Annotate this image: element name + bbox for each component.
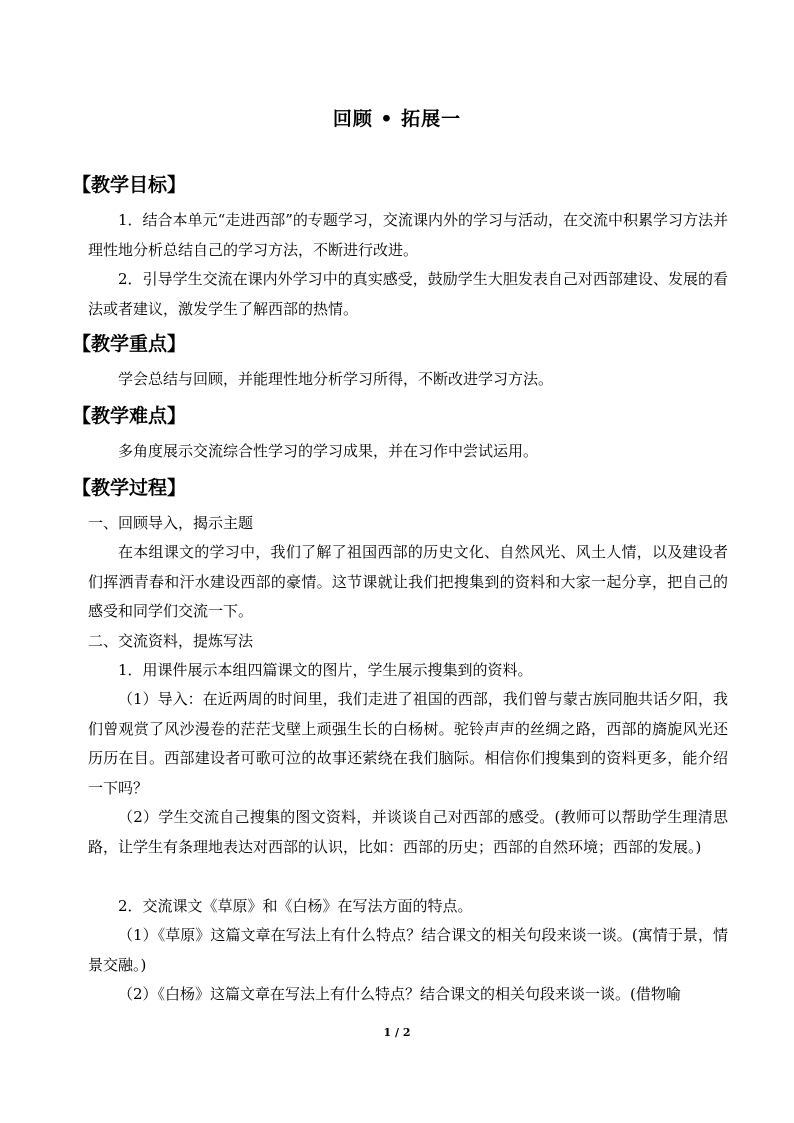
process-step1-a: （1）导入：在近两周的时间里，我们走进了祖国的西部，我们曾与蒙古族同胞共话夕阳，我们曾观赏了风沙漫卷的茫茫戈壁上顽强生长的白杨树。驼铃声声的丝绸之路，西部的旖旎风光还历历在目。西部建设者可歌可泣的故事还萦绕在我们脑际。相信你们搜集到的资料更多，能介绍一下吗？ — [88, 690, 728, 797]
goal-item-2: 2．引导学生交流在课内外学习中的真实感受，鼓励学生大胆发表自己对西部建设、发展的看法或者建议，激发学生了解西部的热情。 — [88, 270, 728, 318]
heading-teaching-process: 【教学过程】 — [72, 477, 187, 499]
goal-item-1: 1．结合本单元“走进西部”的专题学习，交流课内外的学习与活动，在交流中积累学习方法并理性地分析总结自己的学习方法，不断进行改进。 — [88, 211, 728, 259]
page-number: 1 / 2 — [383, 1026, 411, 1039]
difficulties-text: 多角度展示交流综合性学习的学习成果，并在习作中尝试运用。 — [118, 442, 539, 460]
heading-teaching-goals: 【教学目标】 — [72, 174, 187, 196]
document-title: 回顾 • 拓展一 — [332, 108, 462, 130]
heading-difficulties: 【教学难点】 — [72, 405, 187, 427]
process-step2: 2．交流课文《草原》和《白杨》在写法方面的特点。 — [118, 897, 473, 915]
process-part1-title: 一、回顾导入，揭示主题 — [88, 514, 254, 532]
process-step1: 1．用课件展示本组四篇课文的图片，学生展示搜集到的资料。 — [118, 661, 533, 679]
process-step2-b: （2）《白杨》这篇文章在写法上有什么特点？结合课文的相关句段来谈一谈。(借物喻 — [118, 985, 681, 1003]
process-part1-text: 在本组课文的学习中，我们了解了祖国西部的历史文化、自然风光、风土人情，以及建设者们挥洒青春和汗水建设西部的豪情。这节课就让我们把搜集到的资料和大家一起分享，把自己的感受和同学们交流一下。 — [88, 543, 728, 620]
process-part2-title: 二、交流资料，提炼写法 — [88, 632, 254, 650]
heading-key-points: 【教学重点】 — [72, 333, 187, 355]
process-step1-b: （2）学生交流自己搜集的图文资料，并谈谈自己对西部的感受。(教师可以帮助学生理清思路，让学生有条理地表达对西部的认识，比如：西部的历史；西部的自然环境；西部的发展。) — [88, 808, 728, 856]
process-step2-a: （1）《草原》这篇文章在写法上有什么特点？结合课文的相关句段来谈一谈。(寓情于景，情景交融。) — [88, 926, 728, 974]
key-points-text: 学会总结与回顾，并能理性地分析学习所得，不断改进学习方法。 — [118, 370, 554, 388]
